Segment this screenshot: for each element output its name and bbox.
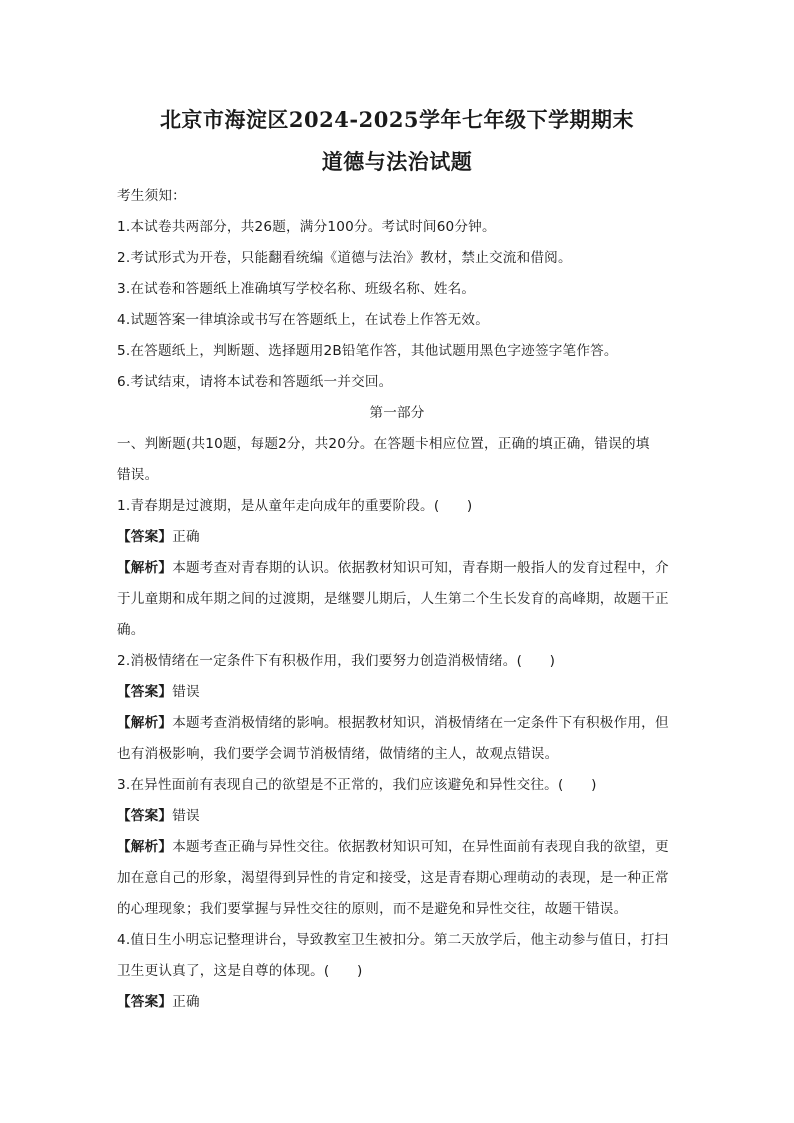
question-text: 1.青春期是过渡期，是从童年走向成年的重要阶段。( ) — [117, 498, 473, 514]
question-text: 卫生更认真了，这是自尊的体现。( ) — [117, 963, 363, 979]
answer-value: 正确 — [172, 994, 200, 1010]
answer-tag: 【答案】 — [117, 808, 173, 824]
answer-value: 错误 — [172, 684, 200, 700]
answer-tag: 【答案】 — [117, 684, 173, 700]
analysis-text: 加在意自己的形象，渴望得到异性的肯定和接受，这是青春期心理萌动的表现，是一种正常 — [117, 870, 669, 886]
analysis-tag: 【解析】 — [117, 839, 173, 855]
analysis-line — [117, 837, 669, 857]
section-intro: 一、判断题(共10题，每题2分，共20分。在答题卡相应位置，正确的填正确，错误的填 — [117, 436, 650, 452]
question-text: 2.消极情绪在一定条件下有积极作用，我们要努力创造消极情绪。( ) — [117, 653, 556, 669]
analysis-text: 本题考查消极情绪的影响。根据教材知识，消极情绪在一定条件下有积极作用，但 — [172, 715, 669, 731]
answer-tag: 【答案】 — [117, 529, 173, 545]
answer-line — [117, 682, 200, 702]
part-title: 第一部分 — [369, 405, 425, 421]
analysis-text: 确。 — [117, 622, 145, 638]
question-text: 3.在异性面前有表现自己的欲望是不正常的，我们应该避免和异性交往。( ) — [117, 777, 597, 793]
notice-item: 4.试题答案一律填涂或书写在答题纸上，在试卷上作答无效。 — [117, 312, 490, 328]
analysis-text: 于儿童期和成年期之间的过渡期，是继婴儿期后，人生第二个生长发育的高峰期，故题干正 — [117, 591, 669, 607]
analysis-text: 也有消极影响，我们要学会调节消极情绪，做情绪的主人，故观点错误。 — [117, 746, 559, 762]
analysis-text: 本题考查正确与异性交往。依据教材知识可知，在异性面前有表现自我的欲望，更 — [172, 839, 669, 855]
answer-line — [117, 806, 200, 826]
answer-tag: 【答案】 — [117, 994, 173, 1010]
notice-item: 6.考试结束，请将本试卷和答题纸一并交回。 — [117, 374, 393, 390]
analysis-text: 的心理现象；我们要掌握与异性交往的原则，而不是避免和异性交往，故题干错误。 — [117, 901, 628, 917]
analysis-text: 本题考查对青春期的认识。依据教材知识可知，青春期一般指人的发育过程中，介 — [172, 560, 669, 576]
analysis-line — [117, 713, 669, 733]
analysis-tag: 【解析】 — [117, 715, 173, 731]
answer-value: 错误 — [172, 808, 200, 824]
notice-heading: 考生须知： — [117, 188, 186, 204]
section-intro: 错误。 — [117, 467, 159, 483]
notice-item: 5.在答题纸上，判断题、选择题用2B铅笔作答，其他试题用黑色字迹签字笔作答。 — [117, 343, 618, 359]
answer-line — [117, 527, 200, 547]
answer-value: 正确 — [172, 529, 200, 545]
document-subtitle: 道德与法治试题 — [321, 149, 473, 174]
notice-item: 3.在试卷和答题纸上准确填写学校名称、班级名称、姓名。 — [117, 281, 476, 297]
notice-item: 1.本试卷共两部分，共26题，满分100分。考试时间60分钟。 — [117, 219, 496, 235]
notice-item: 2.考试形式为开卷，只能翻看统编《道德与法治》教材，禁止交流和借阅。 — [117, 250, 572, 266]
question-text: 4.值日生小明忘记整理讲台，导致教室卫生被扣分。第二天放学后，他主动参与值日，打扫 — [117, 932, 669, 948]
analysis-line — [117, 558, 669, 578]
analysis-tag: 【解析】 — [117, 560, 173, 576]
answer-line — [117, 992, 200, 1012]
document-title: 北京市海淀区2024-2025学年七年级下学期期末 — [159, 107, 635, 132]
